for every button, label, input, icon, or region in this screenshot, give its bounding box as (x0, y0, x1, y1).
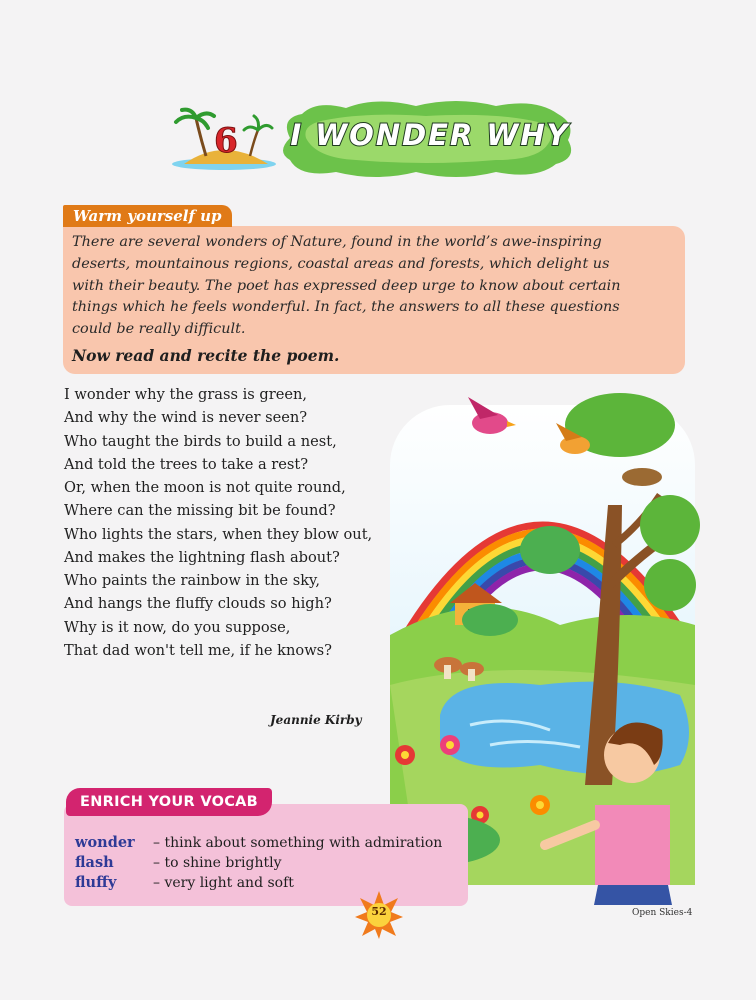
poem-line: And why the wind is never seen? (64, 409, 308, 427)
poem-line: Why is it now, do you suppose, (64, 618, 291, 636)
poem-line: Or, when the moon is not quite round, (64, 479, 346, 496)
vocab-word: fluffy (75, 874, 117, 891)
poem-line: And makes the lightning flash about? (64, 548, 340, 566)
poem-line: I wonder why the grass is green, (64, 386, 308, 403)
vocab-meaning: – think about something with admiration (153, 835, 443, 851)
vocab-label: ENRICH YOUR VOCAB (66, 788, 272, 816)
chapter-title-area (170, 98, 590, 183)
poem-line: Where can the missing bit be found? (64, 502, 336, 520)
poem-line: And told the trees to take a rest? (64, 455, 309, 473)
warm-up-label: Warm yourself up (63, 205, 232, 227)
vocab-meaning: – very light and soft (153, 875, 294, 891)
poet-name: Jeannie Kirby (270, 713, 362, 727)
vocab-item (75, 854, 282, 871)
poem-line: Who taught the birds to build a nest, (64, 432, 337, 450)
poem-line: And hangs the fluffy clouds so high? (64, 595, 332, 613)
chapter-number: 6 (214, 121, 238, 161)
vocab-word: wonder (75, 834, 135, 851)
vocab-word: flash (75, 854, 114, 871)
poem-line: Who lights the stars, when they blow out, (64, 525, 373, 543)
poem-line: That dad won't tell me, if he knows? (64, 641, 332, 659)
vocab-meaning: – to shine brightly (153, 855, 282, 871)
warm-up-line: could be really difficult. (72, 321, 246, 338)
series-name: Open Skies-4 (632, 908, 693, 918)
poem (64, 383, 424, 662)
island-icon (170, 106, 278, 176)
warm-up-line: things which he feels wonderful. In fact, the answers to all these questions (72, 299, 620, 316)
warm-up-line: deserts, mountainous regions, coastal areas and forests, which delight us (72, 255, 610, 272)
warm-up-instruction: Now read and recite the poem. (72, 346, 340, 365)
nest-icon (622, 468, 662, 486)
vocab-item (75, 874, 294, 891)
warm-up-text (72, 232, 680, 341)
page-number: 52 (371, 905, 387, 918)
warm-up-line: with their beauty. The poet has expressed deep urge to know about certain (72, 277, 621, 294)
poem-line: Who paints the rainbow in the sky, (64, 572, 320, 589)
vocab-item (75, 834, 442, 851)
warm-up-line: There are several wonders of Nature, found in the world’s awe-inspiring (72, 234, 602, 250)
chapter-title: I WONDER WHY (290, 118, 570, 152)
